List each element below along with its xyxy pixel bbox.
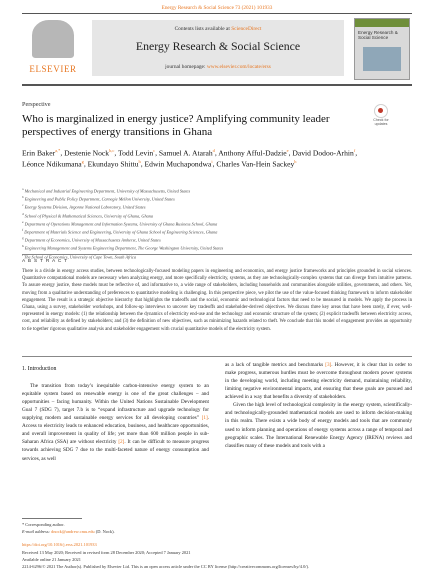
affiliation-marker: a — [22, 187, 24, 191]
affiliation-text: School of Physical & Mathematical Sciences, University of Ghana, Ghana — [23, 213, 154, 219]
intro-text-2b: . However, it is clear that in order to make progress, numerous hurdles must be overcome throughout modern power systems in the developing world, including meeting electricity demand, maintaining reliability, limiting negative environmental impacts, and ensuring that these goals are pursued and achieved in a way that benefits a diversity of stakeholders. — [225, 362, 412, 401]
cover-title: Energy Research & Social Science — [358, 30, 398, 41]
corresponding-author-label: * Corresponding author. — [22, 522, 65, 527]
email-prefix: E-mail address: — [22, 528, 51, 534]
intro-paragraph-2: Given the high level of technological complexity in the energy system, scientifically- and technologically-grounded mathematical models are used to inform decision-making in this realm. There exists a wide body of energy models and tools that are commonly used to inform planning and operations of energy systems across a range of temporal and geographic scales. The International Renewable Energy Agency (IRENA) reviews and classifies many of these models and tools with a — [225, 402, 412, 449]
citation-link-1[interactable]: [1] — [201, 415, 208, 422]
journal-header — [92, 20, 344, 76]
affiliation-item — [22, 195, 322, 203]
affiliation-marker: c — [22, 203, 24, 208]
check-for-updates-icon[interactable] — [374, 104, 388, 118]
author-name[interactable]: Charles Van-Hein Sackey — [216, 159, 295, 169]
intro-paragraph-1-continued — [225, 361, 412, 401]
author-name[interactable]: Destenie Nock — [64, 148, 110, 158]
email-link[interactable]: dnock@andrew.cmu.edu — [51, 528, 95, 534]
affiliation-item — [22, 236, 322, 244]
citation-link-3[interactable]: [3] — [325, 362, 332, 368]
doi-link[interactable]: https://doi.org/10.1016/j.erss.2021.101933 — [22, 542, 97, 547]
article-title: Who is marginalized in energy justice? Amplifying community leader perspectives of energy transitions in Ghana — [22, 113, 330, 139]
abstract-text: There is a divide in energy access studies, between technologically-focused modeling papers in engineering and economics, and energy justice frameworks and principles grounded in social sciences. Quantitative computational models are necessary when analyzing energy, and more specifically electricity, systems, as they are technologically-complex systems that can diverge from intuitive patterns. To assure energy justice, these models must be reflective of, and informative to, a wide range of stakeholders, including households and communities alongside utilities, governments, and others. Yet, moving from a qualitative understanding of preferences to quantitative modeling is challenging. In this perspective piece, we pilot the use of the value-focused thinking framework to inform stakeholder engagement. The result is a strategic objective hierarchy that highlights the tradeoffs and the social, economic and technological factors that need to be measured in models. We apply the process in Ghana, using a survey, stakeholder workshops, and follow-up interviews to uncover key tradeoffs and stakeholder-derived objectives. We discuss three key areas that have been rarely, if ever, well-represented in energy models: (1) the relationship between the dynamics of electricity end-use and the technology and economic structure of the system; (2) explicit tradeoffs between electricity access, cost, and reliability as defined by stakeholders; and (3) the definition of new objectives, such as minimizing hazards related to theft. We conclude that this model of engagement provides an opportunity to tie together rigorous qualitative analysis and stakeholder engagement with crucial quantitative models of the electricity system. — [22, 269, 412, 332]
cover-image — [363, 47, 401, 71]
author-name[interactable]: Samuel A. Atarah — [158, 148, 213, 158]
affiliation-list — [22, 187, 322, 261]
affiliation-item — [22, 228, 322, 236]
author-name[interactable]: Ekundayo Shittu — [87, 159, 139, 169]
affiliation-marker: h — [22, 244, 24, 249]
author-affiliation-marker: h — [294, 158, 297, 164]
affiliation-text: Department of Operations Management and Information Systems, University of Ghana Business School, Ghana — [23, 221, 218, 227]
author-affiliation-marker: c — [153, 148, 156, 153]
affiliation-item — [22, 203, 322, 211]
author-list: Erin Baker$^{a,*}$, Destenie Nock$^{b,c}$, Todd Levin$^c$, Samuel A. Atarah$^d$, Anthony Afful-Dadzie$^e$, David Dodoo-Arhin$^f$, Léonce Ndikumana$^g$, Ekundayo Shittu$^h$, Edwin Muchapondwa$^i$, Charles Van-Hein Sackey$^h$ — [22, 148, 358, 169]
author-affiliation-marker: f — [353, 148, 356, 153]
journal-title: Energy Research & Social Science — [135, 39, 301, 53]
publication-info — [22, 549, 417, 570]
author-name[interactable]: Todd Levin — [118, 148, 154, 158]
publisher-logo — [24, 20, 82, 76]
tree-icon — [32, 20, 74, 58]
homepage-line — [92, 64, 344, 70]
author-name[interactable]: Erin Baker — [22, 148, 56, 158]
contents-prefix: Contents lists available at — [174, 26, 230, 32]
affiliation-marker: e — [22, 219, 24, 224]
author-name[interactable]: David Dodoo-Arhin — [292, 148, 354, 158]
affiliation-marker: d — [22, 211, 24, 216]
email-suffix: (D. Nock). — [95, 528, 115, 534]
author-affiliation-marker: e — [286, 148, 289, 153]
author-name[interactable]: Edwin Muchapondwa — [144, 159, 212, 169]
author-affiliation-marker: a,* — [55, 148, 61, 153]
article-type: Perspective — [22, 101, 51, 108]
license-line: 2214-6296/© 2021 The Author(s). Published by Elsevier Ltd. This is an open access article under the CC BY license (http://creativecommons.org/licenses/by/4.0/). — [22, 564, 310, 570]
check-for-updates-label[interactable]: Check for updates — [373, 118, 389, 126]
available-online: Available online 21 January 2021 — [22, 557, 81, 563]
homepage-link[interactable]: www.elsevier.com/locate/erss — [206, 64, 271, 70]
citation-link-2[interactable]: [2] — [118, 439, 125, 446]
affiliation-item — [22, 212, 322, 220]
affiliation-marker: i — [22, 252, 23, 257]
affiliation-text: Department of Materials Science and Engineering, University of Ghana School of Engineering Sciences, Ghana — [23, 229, 218, 235]
footnote-rule — [22, 518, 82, 519]
cover-band — [355, 19, 409, 27]
journal-reference: Energy Research & Social Science 73 (2021) 101933 — [161, 5, 273, 11]
masthead — [22, 13, 412, 86]
affiliation-text: Engineering and Public Policy Department, Carnegie Mellon University, United States — [23, 196, 175, 202]
affiliation-item — [22, 187, 322, 195]
intro-text-1b: . Access to electricity leads to enhanced education, business, and healthcare opportunities, and overall improvement in quality of life; yet more than 600 million people in sub-Saharan Africa (SSA) are without electricity — [22, 415, 210, 446]
intro-text-2a: as a lack of tangible metrics and benchmarks — [225, 362, 324, 368]
author-affiliation-marker: b,c — [109, 148, 115, 153]
author-affiliation-marker: g — [81, 158, 84, 164]
journal-cover — [354, 18, 410, 80]
received-dates: Received 13 May 2020; Received in revised form 28 December 2020; Accepted 7 January 2021 — [22, 550, 191, 555]
affiliation-item — [22, 220, 322, 228]
intro-text-1c: . It can be difficult to measure progress towards achieving SDG 7 due to the multi-faceted nature of energy consumption and services, as well — [22, 439, 210, 462]
affiliation-marker: f — [22, 228, 24, 233]
section-heading-introduction: 1. Introduction — [22, 366, 57, 372]
affiliation-item — [22, 244, 322, 252]
affiliation-text: Department of Economics, University of Massachusetts Amherst, United States — [23, 237, 161, 243]
author-affiliation-marker: d — [212, 148, 215, 153]
author-affiliation-marker: i — [211, 158, 213, 164]
abstract-heading: A B S T R A C T — [22, 259, 68, 264]
publisher-logo-text: ELSEVIER — [29, 64, 77, 74]
affiliation-text: Mechanical and Industrial Engineering Department, University of Massachusetts, United States — [23, 188, 191, 194]
affiliation-marker: b — [22, 195, 24, 200]
corresponding-author-note — [22, 522, 115, 535]
affiliation-marker: g — [22, 236, 24, 241]
intro-text-1a: The transition from today’s inequitable carbon-intensive energy system to an equitable system based on renewable energy is one of the great challenges – and opportunities – facing humanity. Within the United Nations Sustainable Development Goal 7 (SDG 7), target 7.b is to “expand infrastructure and upgrade technology for supplying modern and sustainable energy services for all developing countries” — [22, 382, 209, 422]
abstract-top-rule — [22, 254, 412, 255]
email-line — [22, 529, 115, 536]
body-column-left — [22, 365, 209, 463]
affiliation-text: The School of Economics, University of Cape Town, South Africa — [22, 254, 137, 260]
affiliation-text: Energy Systems Division, Argonne National Laboratory, United States — [23, 204, 146, 210]
affiliation-text: Engineering Management and Systems Engineering Department, The George Washington University, United States — [23, 245, 224, 251]
intro-paragraph-1 — [22, 382, 209, 463]
body-column-right — [225, 361, 412, 450]
abstract-bottom-rule — [22, 356, 412, 357]
homepage-prefix: journal homepage: — [165, 64, 206, 70]
author-affiliation-marker: h — [138, 158, 141, 164]
author-name[interactable]: Léonce Ndikumana — [22, 159, 82, 169]
contents-line — [92, 26, 344, 32]
author-name[interactable]: Anthony Afful-Dadzie — [218, 148, 287, 158]
sciencedirect-link[interactable]: ScienceDirect — [231, 26, 262, 32]
